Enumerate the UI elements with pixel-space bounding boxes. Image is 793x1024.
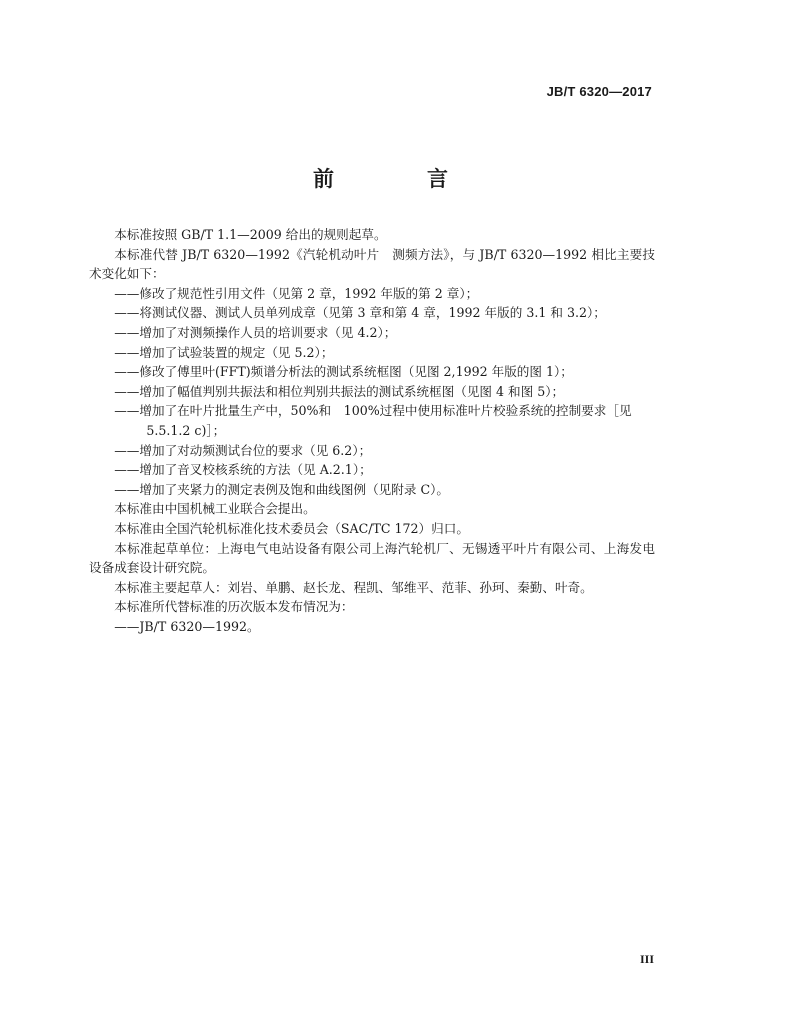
paragraph-replacement: 本标准代替 JB/T 6320—1992《汽轮机动叶片 测频方法》，与 JB/T 6320—1992 相比主要技术变化如下： bbox=[89, 246, 655, 282]
paragraph-proposed-by: 本标准由中国机械工业联合会提出。 bbox=[114, 501, 316, 517]
list-item: ——将测试仪器、测试人员单列成章（见第 3 章和第 4 章，1992 年版的 3.1 和 3.2）； bbox=[114, 305, 606, 321]
paragraph-history-intro: 本标准所代替标准的历次版本发布情况为： bbox=[114, 599, 354, 615]
list-item: ——JB/T 6320—1992。 bbox=[114, 618, 260, 634]
list-item: ——修改了傅里叶(FFT)频谱分析法的测试系统框图（见图 2,1992 年版的图 1）； bbox=[114, 364, 573, 380]
paragraph-drafting-units: 本标准起草单位：上海电气电站设备有限公司上海汽轮机厂、无锡透平叶片有限公司、上海发电设备成套设计研究院。 bbox=[89, 540, 655, 576]
page-title: 前 言 bbox=[313, 167, 484, 191]
list-item-continuation: 5.5.1.2 c)］； bbox=[146, 422, 226, 438]
page-number: III bbox=[640, 952, 655, 966]
list-item: ——增加了音叉校核系统的方法（见 A.2.1）； bbox=[114, 462, 372, 478]
paragraph-drafters: 本标准主要起草人：刘岩、单鹏、赵长龙、程凯、邹维平、范菲、孙珂、秦勤、叶奇。 bbox=[114, 579, 593, 595]
list-item: ——修改了规范性引用文件（见第 2 章，1992 年版的第 2 章）； bbox=[114, 285, 479, 301]
header-standard-code: JB/T 6320—2017 bbox=[546, 84, 652, 99]
foreword-body bbox=[89, 225, 655, 636]
list-item: ——增加了试验装置的规定（见 5.2）； bbox=[114, 344, 334, 360]
paragraph-drafting-rules: 本标准按照 GB/T 1.1—2009 给出的规则起草。 bbox=[114, 227, 387, 242]
list-item: ——增加了在叶片批量生产中，50%和 100%过程中使用标准叶片校验系统的控制要求［见 bbox=[114, 403, 632, 419]
list-item: ——增加了幅值判别共振法和相位判别共振法的测试系统框图（见图 4 和图 5）； bbox=[114, 383, 565, 399]
list-item: ——增加了对动频测试台位的要求（见 6.2）； bbox=[114, 442, 372, 458]
list-item: ——增加了对测频操作人员的培训要求（见 4.2）； bbox=[114, 324, 397, 340]
list-item: ——增加了夹紧力的测定表例及饱和曲线图例（见附录 C）。 bbox=[114, 481, 449, 497]
paragraph-managed-by: 本标准由全国汽轮机标准化技术委员会（SAC/TC 172）归口。 bbox=[114, 520, 469, 536]
